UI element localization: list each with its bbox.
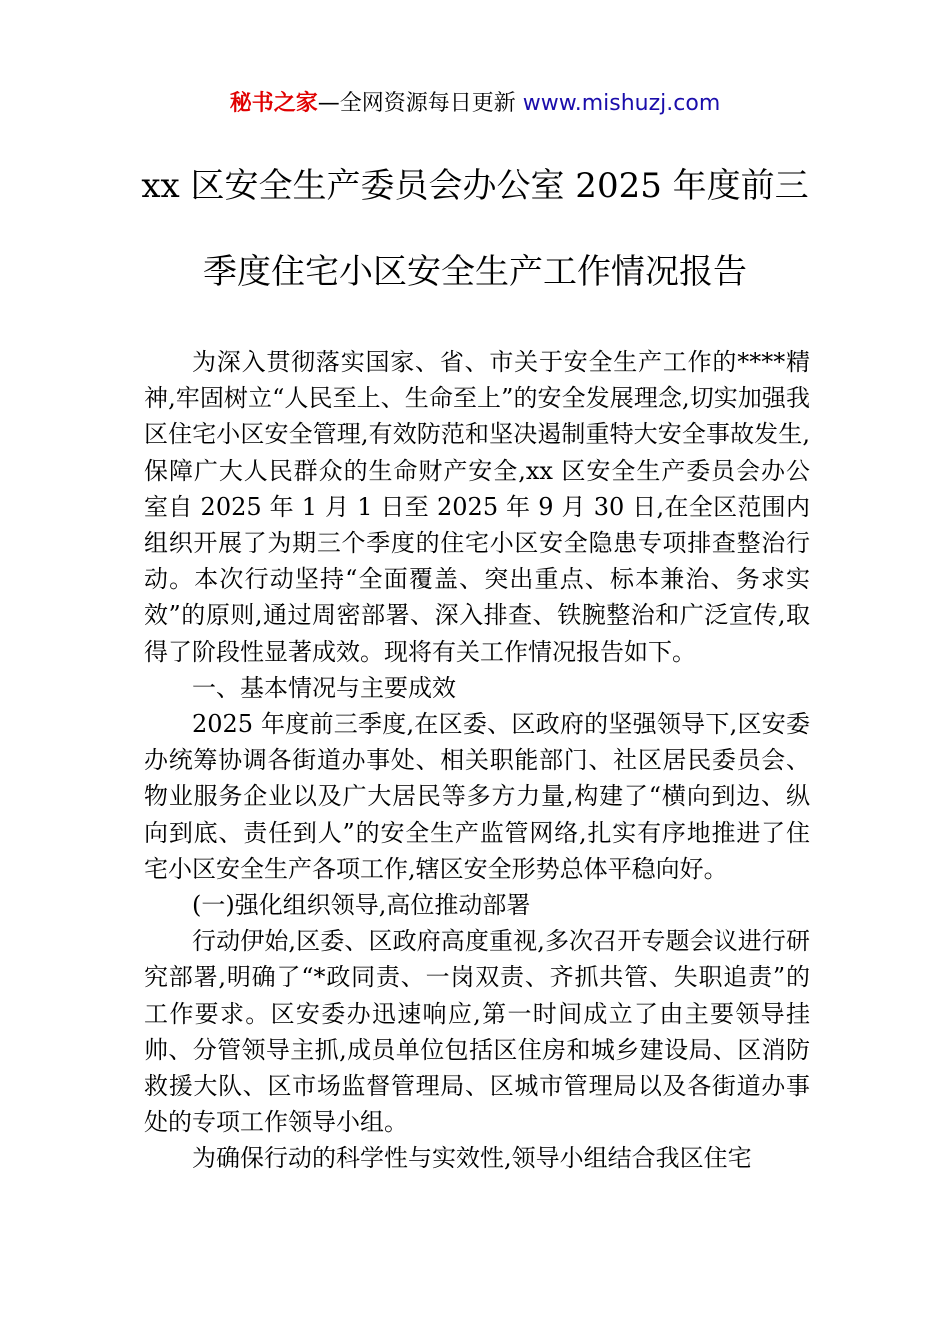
subsection-1-paragraph: 行动伊始,区委、区政府高度重视,多次召开专题会议进行研究部署,明确了“*政同责、一岗双责、齐抓共管、失职追责”的工作要求。区安委办迅速响应,第一时间成立了由主要领导挂帅、分管领导主抓,成员单位包括区住房和城乡建设局、区消防救援大队、区市场监督管理局、区城市管理局以及各街道办事处的专项工作领导小组。	[144, 927, 810, 1137]
document-title	[100, 160, 850, 332]
title-line-2: 季度住宅小区安全生产工作情况报告	[203, 252, 747, 292]
site-header	[0, 88, 950, 120]
subsection-heading-1: (一)强化组织领导,高位推动部署	[192, 891, 531, 920]
section-1-paragraph: 2025 年度前三季度,在区委、区政府的坚强领导下,区安委办统筹协调各街道办事处、相关职能部门、社区居民委员会、物业服务企业以及广大居民等多方力量,构建了“横向到边、纵向到底、责任到人”的安全生产监管网络,扎实有序地推进了住宅小区安全生产各项工作,辖区安全形势总体平稳向好。	[144, 710, 810, 883]
document-body	[144, 344, 810, 1177]
intro-paragraph: 为深入贯彻落实国家、省、市关于安全生产工作的****精神,牢固树立“人民至上、生命至上”的安全发展理念,切实加强我区住宅小区安全管理,有效防范和坚决遏制重特大安全事故发生,保障广大人民群众的生命财产安全,xx 区安全生产委员会办公室自 2025 年 1 月 1 日至 2025 年 9 月 30 日,在全区范围内组织开展了为期三个季度的住宅小区安全隐患专项排查整治行动。本次行动坚持“全面覆盖、突出重点、标本兼治、务求实效”的原则,通过周密部署、深入排查、铁腕整治和广泛宣传,取得了阶段性显著成效。现将有关工作情况报告如下。	[144, 348, 810, 666]
site-url-link[interactable]: www.mishuzj.com	[522, 91, 721, 116]
section-heading-1: 一、基本情况与主要成效	[192, 673, 456, 702]
site-brand: 秘书之家	[229, 91, 318, 116]
title-line-1: xx 区安全生产委员会办公室 2025 年度前三	[141, 166, 809, 206]
subsection-1-paragraph-2: 为确保行动的科学性与实效性,领导小组结合我区住宅	[192, 1144, 752, 1173]
site-tagline: —全网资源每日更新	[317, 91, 523, 116]
